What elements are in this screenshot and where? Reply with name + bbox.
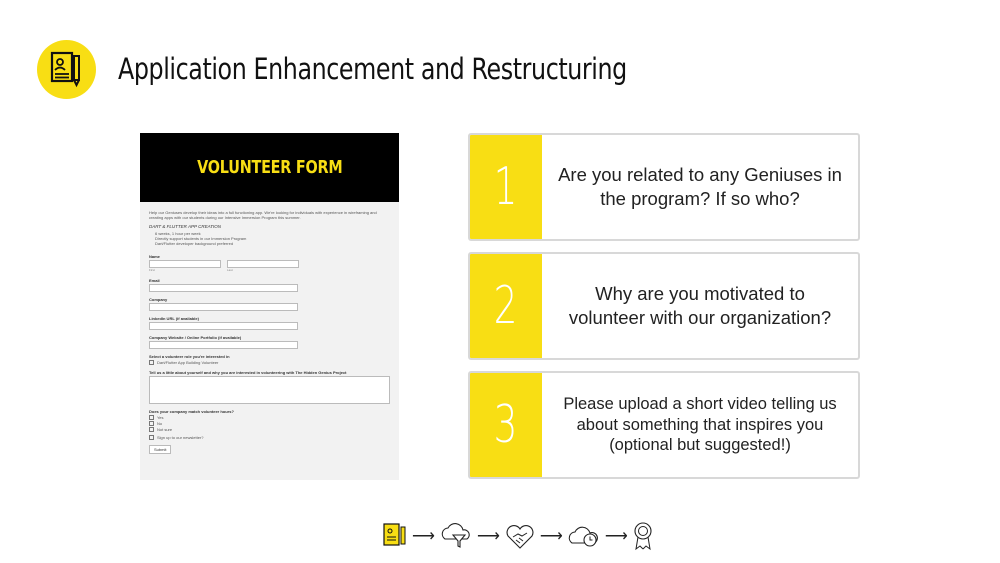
- question-card-3: [468, 371, 860, 479]
- flow-arrow: ⟶: [604, 528, 628, 545]
- form-bullet: Dart/Flutter developer background preferred: [155, 241, 234, 246]
- company-label: Company: [149, 297, 168, 302]
- newsletter-checkbox[interactable]: Sign up to our newsletter?: [149, 435, 390, 440]
- form-body: [140, 202, 399, 462]
- application-icon: [382, 522, 408, 550]
- flow-arrow: ⟶: [412, 528, 435, 545]
- handshake-heart-icon: [504, 522, 536, 550]
- page-title: Application Enhancement and Restructuring: [118, 52, 627, 86]
- first-name-col: [149, 260, 221, 273]
- question-number: 3: [470, 373, 542, 477]
- website-field[interactable]: [149, 341, 298, 349]
- form-banner: [140, 133, 399, 202]
- linkedin-field[interactable]: [149, 322, 298, 330]
- match-option-not-sure[interactable]: Not sure: [149, 427, 390, 432]
- name-label: Name: [149, 254, 160, 259]
- process-flow: [382, 518, 654, 554]
- form-section-title: DART & FLUTTER APP CREATION: [149, 224, 222, 229]
- form-bullet: Directly support students in our Immersion Program: [155, 236, 247, 241]
- last-name-sub: Last: [227, 268, 233, 272]
- question-card-2: [468, 252, 860, 360]
- name-row: [149, 260, 390, 273]
- role-option[interactable]: Dart/Flutter App Building Volunteer: [149, 360, 390, 365]
- match-option-yes[interactable]: Yes: [149, 415, 390, 420]
- question-card-1: [468, 133, 860, 241]
- form-bullets: [155, 231, 390, 246]
- flow-arrow: ⟶: [539, 528, 563, 545]
- linkedin-label: LinkedIn URL (if available): [149, 316, 199, 321]
- role-label: Select a volunteer role you're interested in: [149, 354, 230, 359]
- submit-button[interactable]: Submit: [149, 445, 171, 454]
- form-intro: Help our Geniuses develop their ideas into a full functioning app. We're looking for individuals with experience in wireframing and creating apps with our students during our Intensive Immersion Program this summer.: [149, 210, 377, 220]
- email-field[interactable]: [149, 284, 298, 292]
- last-name-field[interactable]: [227, 260, 299, 268]
- volunteer-form-preview: [140, 133, 399, 480]
- cloud-funnel-icon: [439, 523, 473, 549]
- last-name-col: [227, 260, 299, 273]
- about-textarea[interactable]: [149, 376, 390, 404]
- award-ribbon-icon: [632, 521, 654, 551]
- match-option-no[interactable]: No: [149, 421, 390, 426]
- cloud-clock-icon: [567, 523, 601, 549]
- question-number: 2: [470, 254, 542, 358]
- email-label: Email: [149, 278, 160, 283]
- about-label: Tell us a little about yourself and why you are interested in volunteering with The Hidden Genius Project: [149, 370, 347, 375]
- question-number: 1: [470, 135, 542, 239]
- form-bullet: 6 weeks, 1 hour per week: [155, 231, 201, 236]
- flow-arrow: ⟶: [476, 528, 500, 545]
- question-text: Please upload a short video telling us about something that inspires you (optional but suggested!): [563, 395, 837, 455]
- question-text: Are you related to any Geniuses in the program? If so who?: [558, 164, 842, 209]
- first-name-sub: First: [149, 268, 155, 272]
- website-label: Company Website / Online Portfolio (if available): [149, 335, 242, 340]
- company-field[interactable]: [149, 303, 298, 311]
- match-label: Does your company match volunteer hours?: [149, 409, 234, 414]
- first-name-field[interactable]: [149, 260, 221, 268]
- logo-badge: [37, 40, 96, 99]
- form-banner-title: VOLUNTEER FORM: [196, 157, 343, 178]
- application-document-icon: [49, 50, 85, 90]
- question-text: Why are you motivated to volunteer with our organization?: [568, 283, 832, 328]
